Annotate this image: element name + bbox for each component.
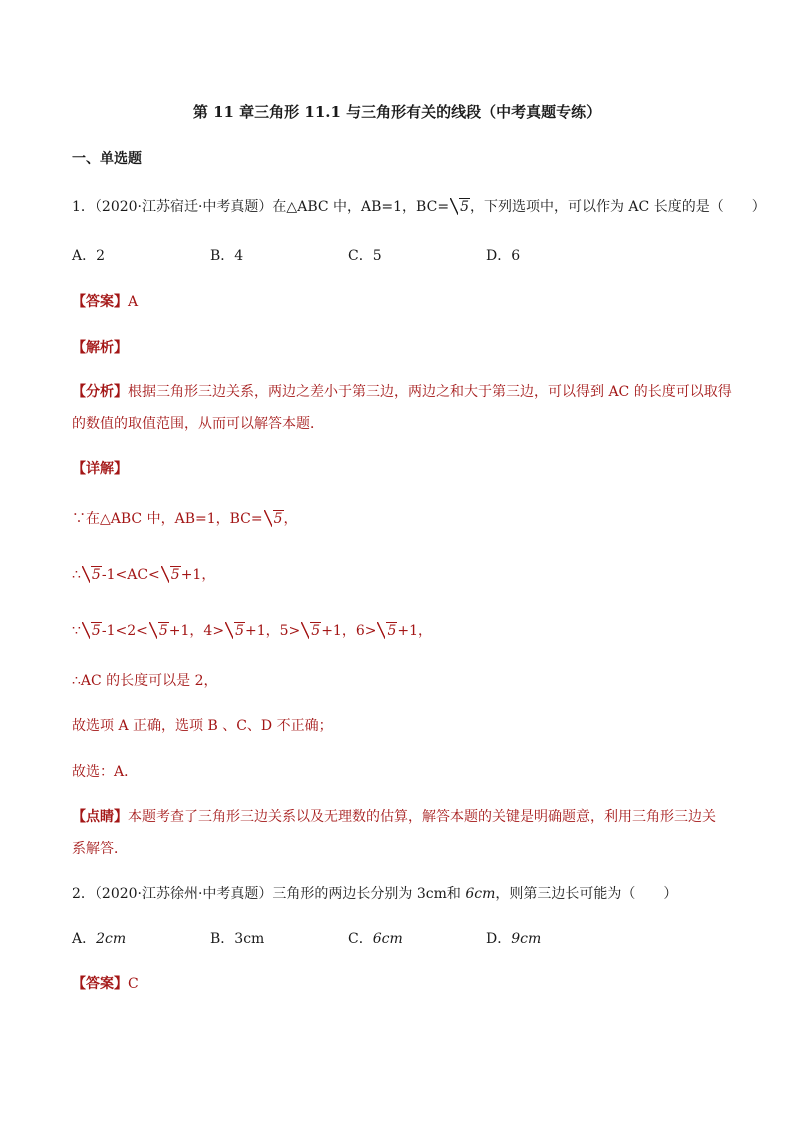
q1-detail-tag: 【详解】 [72, 461, 128, 477]
q2-option-b: B．3cm [210, 931, 265, 947]
q1-stem [72, 197, 766, 217]
q1-option-c: C．5 [348, 248, 382, 264]
q2-answer [72, 974, 139, 994]
sqrt-symbol: 5 [149, 621, 169, 641]
sqrt-symbol: 5 [161, 565, 181, 585]
sqrt-symbol: 5 [82, 621, 102, 641]
q1-fenxi [72, 382, 732, 402]
q1-option-d: D．6 [486, 248, 521, 264]
answer-value: A [128, 294, 139, 310]
q2-option-d: D．9cm [486, 931, 542, 947]
fenxi-line-1: 根据三角形三边关系，两边之差小于第三边，两边之和大于第三边，可以得到 AC 的长度可以取得 [128, 384, 732, 400]
q2-option-c: C．6cm [348, 931, 403, 947]
q1-option-b: B．4 [210, 248, 244, 264]
q1-detail-line-3: ∵ 5-1<2< 5+1，4> 5+1，5> 5+1，6> 5+1， [72, 623, 433, 639]
answer-value: C [128, 976, 139, 992]
q2-option-a: A．2cm [72, 931, 127, 947]
q1-point-line-2: 系解答． [72, 841, 128, 857]
answer-tag: 【答案】 [72, 976, 128, 992]
q1-stem-text-2: ，下列选项中，可以作为 AC 长度的是（ ） [469, 199, 766, 215]
q1-detail-line-4: ∴AC 的长度可以是 2， [72, 673, 218, 689]
sqrt-symbol: 5 [264, 509, 284, 529]
q1-point [72, 807, 716, 827]
q1-answer [72, 292, 138, 312]
sqrt-symbol: 5 [301, 621, 321, 641]
q1-analysis-tag: 【解析】 [72, 340, 128, 356]
sqrt-symbol: 5 [377, 621, 397, 641]
q1-option-a: A．2 [72, 248, 106, 264]
q1-stem-text: 1．（2020·江苏宿迁·中考真题）在△ABC 中，AB=1，BC= [72, 199, 450, 215]
fenxi-tag: 【分析】 [72, 384, 128, 400]
point-line-1: 本题考查了三角形三边关系以及无理数的估算，解答本题的关键是明确题意，利用三角形三边关 [128, 809, 716, 825]
point-tag: 【点睛】 [72, 809, 128, 825]
section-heading: 一、单选题 [72, 151, 142, 167]
q1-detail-line-1: ∵在△ABC 中，AB=1，BC= 5， [72, 511, 298, 527]
page-title: 第 11 章三角形 11.1 与三角形有关的线段（中考真题专练） [192, 103, 602, 121]
answer-tag: 【答案】 [72, 294, 128, 310]
sqrt-symbol: 5 [450, 197, 470, 217]
sqrt-symbol: 5 [82, 565, 102, 585]
q1-fenxi-line-2: 的数值的取值范围，从而可以解答本题． [72, 416, 324, 432]
q1-detail-line-6: 故选：A． [72, 764, 139, 780]
q1-detail-line-2: ∴ 5-1<AC< 5+1， [72, 567, 216, 583]
sqrt-symbol: 5 [225, 621, 245, 641]
q2-stem: 2．（2020·江苏徐州·中考真题）三角形的两边长分别为 3cm和 6cm，则第三边长可能为（ ） [72, 886, 678, 902]
q1-detail-line-5: 故选项 A 正确，选项 B 、C、D 不正确； [72, 718, 333, 734]
